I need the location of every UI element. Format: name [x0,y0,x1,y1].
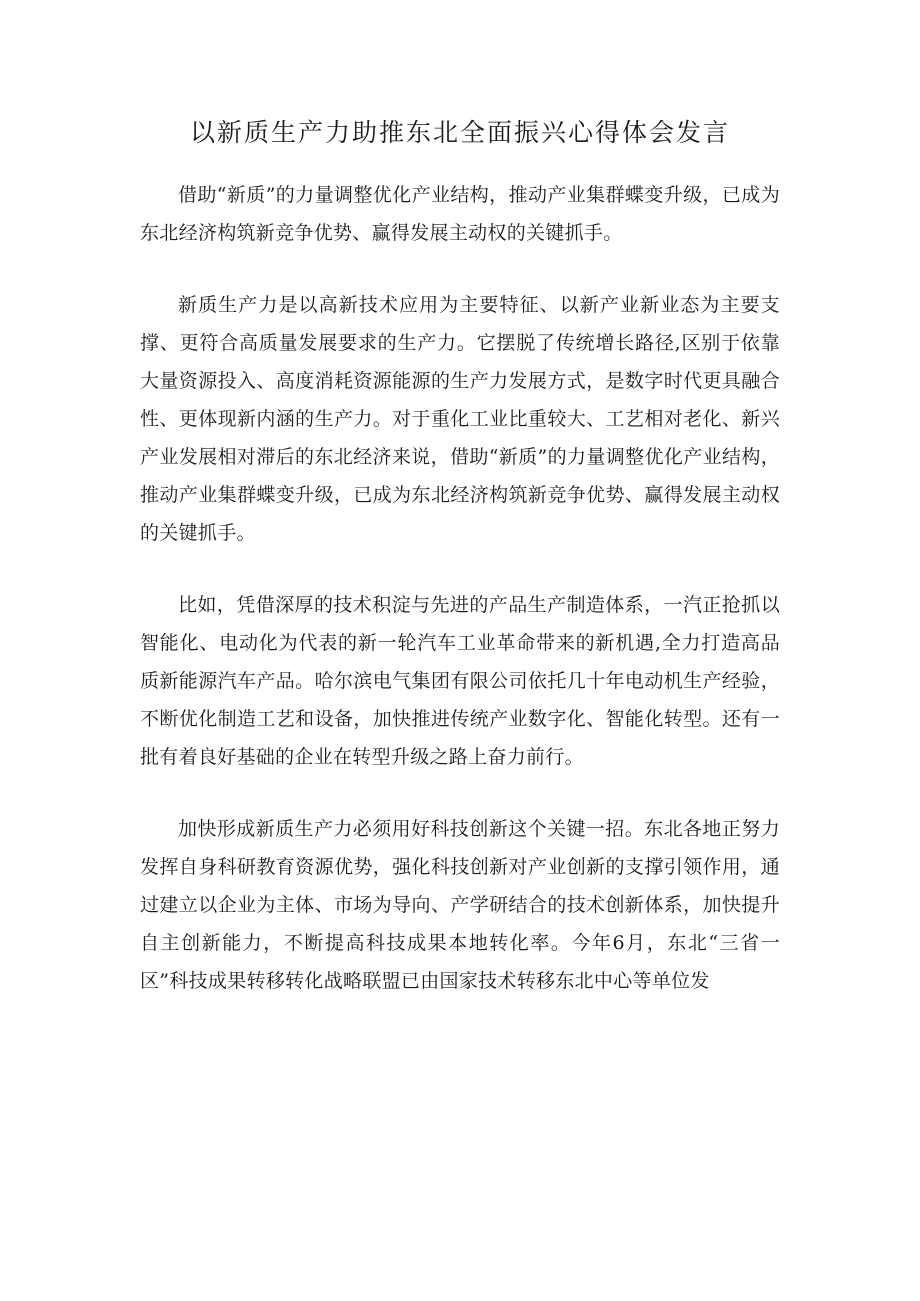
paragraph-4: 加快形成新质生产力必须用好科技创新这个关键一招。东北各地正努力发挥自身科研教育资源优势，强化科技创新对产业创新的支撑引领作用，通过建立以企业为主体、市场为导向、产学研结合的技术创新体系，加快提升自主创新能力，不断提高科技成果本地转化率。今年6月，东北“三省一区”科技成果转移转化战略联盟已由国家技术转移东北中心等单位发 [140,818,780,992]
paragraph-1: 借助“新质”的力量调整优化产业结构，推动产业集群蝶变升级，已成为东北经济构筑新竞争优势、赢得发展主动权的关键抓手。 [140,184,780,244]
paragraph-2: 新质生产力是以高新技术应用为主要特征、以新产业新业态为主要支撑、更符合高质量发展要求的生产力。它摆脱了传统增长路径,区别于依靠大量资源投入、高度消耗资源能源的生产力发展方式，是数字时代更具融合性、更体现新内涵的生产力。对于重化工业比重较大、工艺相对老化、新兴产业发展相对滞后的东北经济来说，借助“新质”的力量调整优化产业结构，推动产业集群蝶变升级，已成为东北经济构筑新竞争优势、赢得发展主动权的关键抓手。 [140,294,780,544]
paragraph-3: 比如，凭借深厚的技术积淀与先进的产品生产制造体系，一汽正抢抓以智能化、电动化为代表的新一轮汽车工业革命带来的新机遇,全力打造高品质新能源汽车产品。哈尔滨电气集团有限公司依托几十年电动机生产经验，不断优化制造工艺和设备，加快推进传统产业数字化、智能化转型。还有一批有着良好基础的企业在转型升级之路上奋力前行。 [140,594,780,768]
document-body [140,176,780,1034]
document-title: 以新质生产力助推东北全面振兴心得体会发言 [189,118,730,147]
